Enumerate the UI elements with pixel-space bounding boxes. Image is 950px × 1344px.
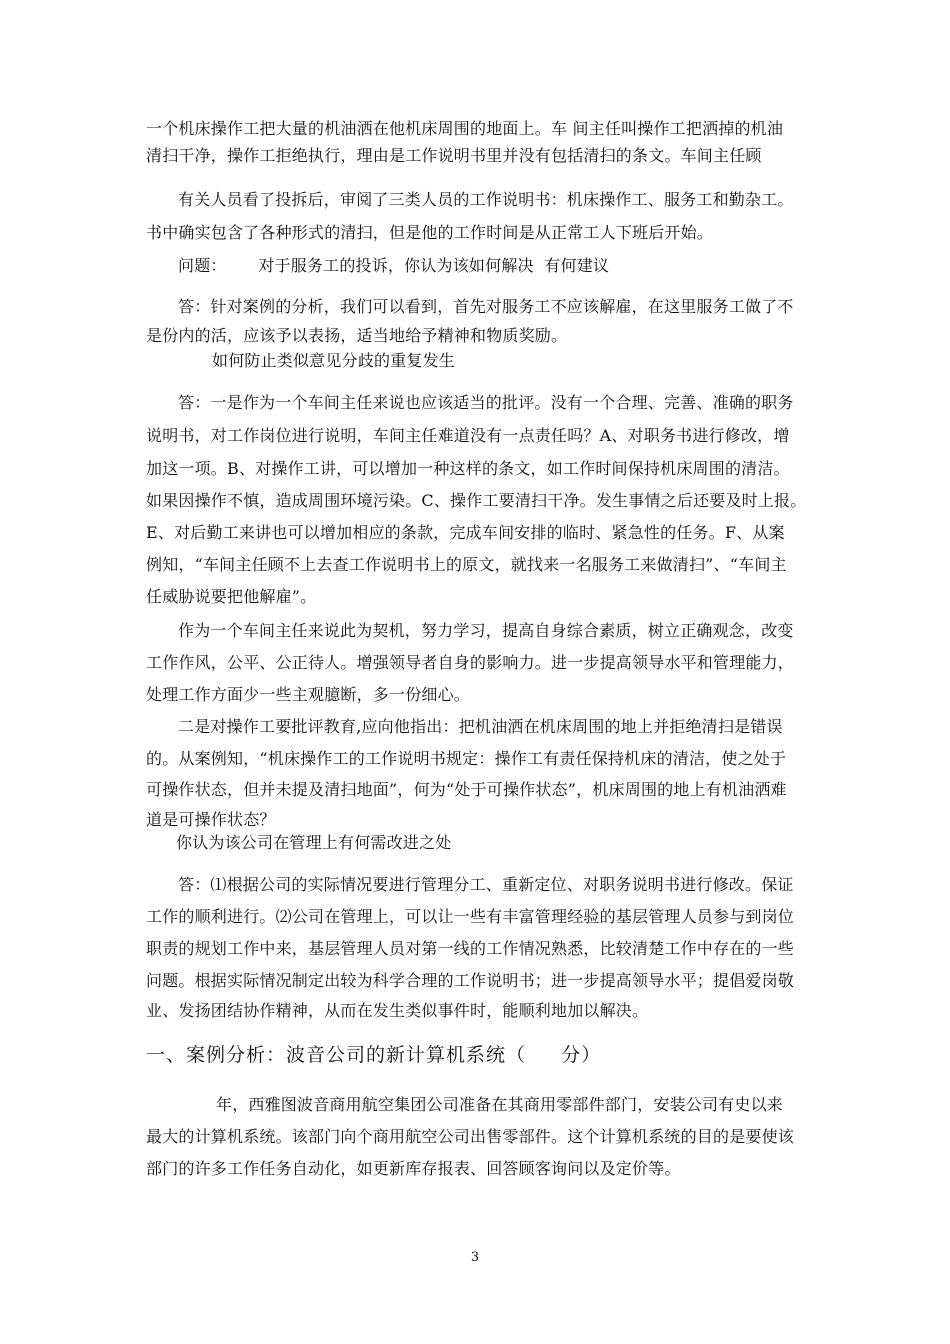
- section-heading: 一、案例分析：波音公司的新计算机系统（ 分）: [146, 1044, 602, 1066]
- text-line: 是份内的活，应该予以表扬，适当地给予精神和物质奖励。: [146, 326, 568, 345]
- text-line: 处理工作方面少一些主观臆断，多一份细心。: [146, 685, 471, 704]
- question-heading: 问题： 对于服务工的投诉，你认为该如何解决 有何建议: [178, 256, 610, 275]
- text-line: 加这一项。B、对操作工讲，可以增加一种这样的条文，如工作时间保持机床周围的清洁。: [146, 459, 790, 478]
- text-line: 答：针对案例的分析，我们可以看到，首先对服务工不应该解雇，在这里服务工做了不: [178, 297, 794, 316]
- text-line: 如果因操作不慎，造成周围环境污染。C、操作工要清扫干净。发生事情之后还要及时上报。: [146, 491, 807, 510]
- text-line: 说明书，对工作岗位进行说明，车间主任难道没有一点责任吗？A、对职务书进行修改，增: [146, 426, 790, 445]
- text-line: 一个机床操作工把大量的机油洒在他机床周围的地面上。车 间主任叫操作工把洒掉的机油: [146, 119, 784, 138]
- text-line: 清扫干净，操作工拒绝执行，理由是工作说明书里并没有包括清扫的条文。车间主任顾: [146, 146, 762, 165]
- text-line: 最大的计算机系统。该部门向个商用航空公司出售零部件。这个计算机系统的目的是要使该: [146, 1127, 795, 1146]
- text-line: 答：⑴根据公司的实际情况要进行管理分工、重新定位、对职务说明书进行修改。保证: [178, 875, 794, 894]
- text-line: 任威胁说要把他解雇”。: [146, 587, 317, 606]
- text-line: 书中确实包含了各种形式的清扫，但是他的工作时间是从正常工人下班后开始。: [146, 223, 714, 242]
- text-line: 例知，“车间主任顾不上去查工作说明书上的原文，就找来一名服务工来做清扫”、“车间主: [146, 555, 787, 574]
- text-line: 道是可操作状态？: [146, 810, 276, 829]
- page-number: 3: [470, 1250, 480, 1265]
- text-line: 年，西雅图波音商用航空集团公司准备在其商用零部件部门，安装公司有史以来: [216, 1095, 784, 1114]
- text-line: 作为一个车间主任来说此为契机，努力学习，提高自身综合素质，树立正确观念，改变: [178, 621, 794, 640]
- text-line: 可操作状态，但并未提及清扫地面”，何为“处于可操作状态”，机床周围的地上有机油洒难: [146, 780, 787, 799]
- text-line: 问题。根据实际情况制定出较为科学合理的工作说明书；进一步提高领导水平；提倡爱岗敬: [146, 971, 795, 990]
- text-line: 答：一是作为一个车间主任来说也应该适当的批评。没有一个合理、完善、准确的职务: [178, 393, 794, 412]
- text-line: 有关人员看了投拆后，审阅了三类人员的工作说明书：机床操作工、服务工和勤杂工。: [178, 190, 794, 209]
- question-heading: 如何防止类似意见分歧的重复发生: [212, 351, 456, 370]
- text-line: 工作作风，公平、公正待人。增强领导者自身的影响力。进一步提高领导水平和管理能力，: [146, 653, 795, 672]
- text-line: 职责的规划工作中来，基层管理人员对第一线的工作情况熟悉，比较清楚工作中存在的一些: [146, 939, 795, 958]
- text-line: 工作的顺利进行。⑵公司在管理上，可以让一些有丰富管理经验的基层管理人员参与到岗位: [146, 907, 795, 926]
- question-heading: 你认为该公司在管理上有何需改进之处: [176, 833, 452, 852]
- text-line: 业、发扬团结协作精神，从而在发生类似事件时，能顺利地加以解决。: [146, 1001, 649, 1020]
- text-line: 部门的许多工作任务自动化，如更新库存报表、回答顾客询问以及定价等。: [146, 1159, 681, 1178]
- text-line: 二是对操作工要批评教育,应向他指出：把机油洒在机床周围的地上并拒绝清扫是错误: [178, 717, 783, 736]
- text-line: E、对后勤工来讲也可以增加相应的条款，完成车间安排的临时、紧急性的任务。F、从案: [146, 523, 785, 542]
- text-line: 的。从案例知，“机床操作工的工作说明书规定：操作工有责任保持机床的清洁，使之处于: [146, 749, 787, 768]
